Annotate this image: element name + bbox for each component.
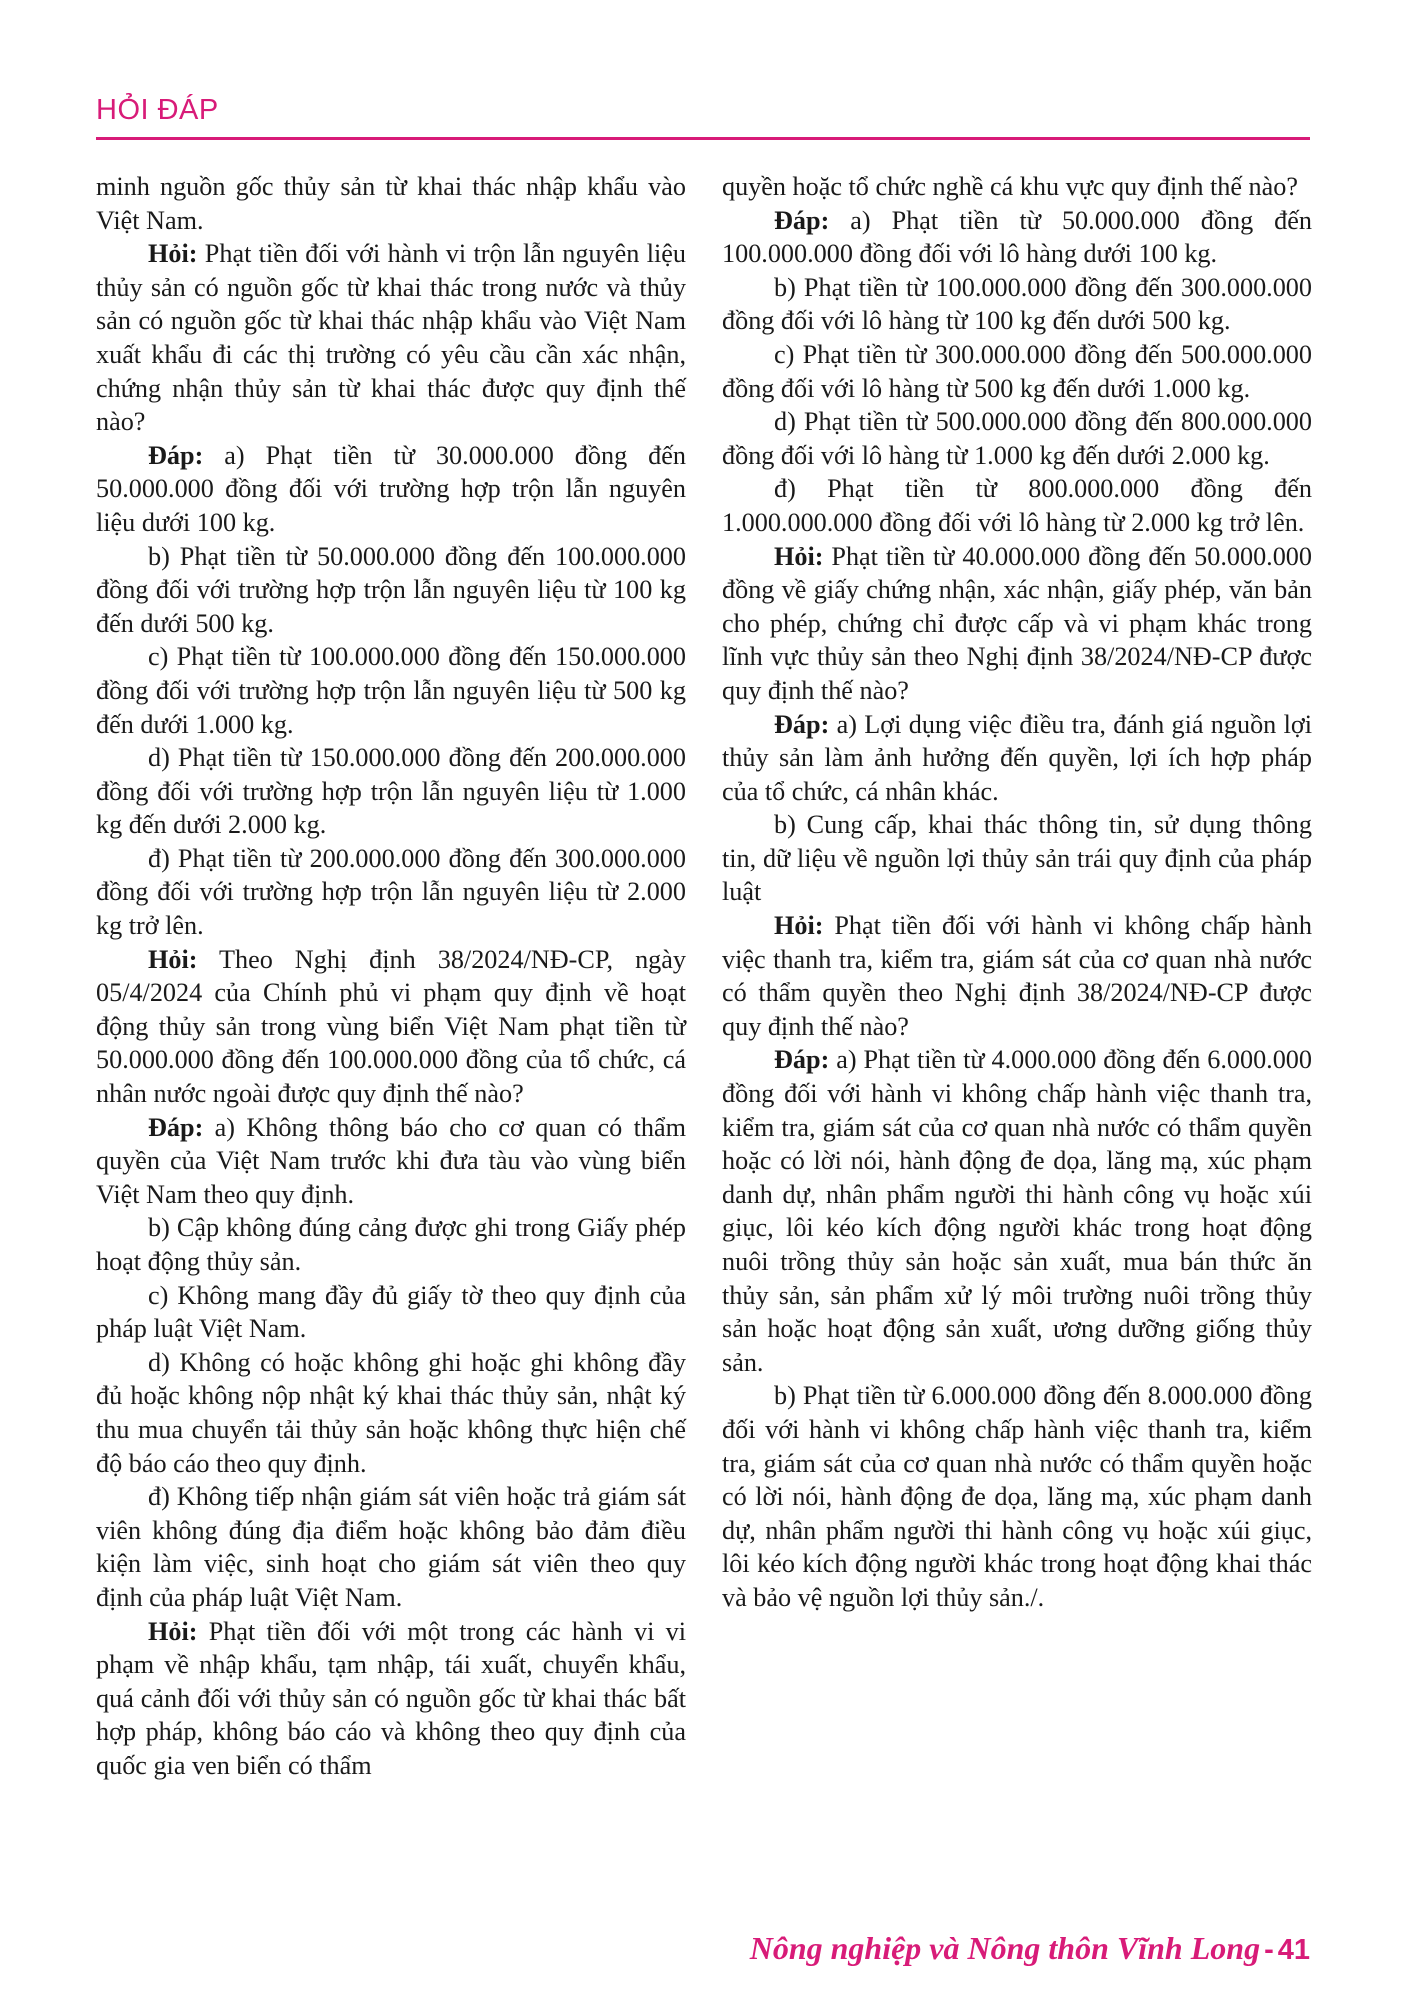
paragraph-label: Hỏi: bbox=[148, 944, 198, 974]
paragraph-text: quyền hoặc tổ chức nghề cá khu vực quy định thế nào? bbox=[722, 172, 1298, 201]
paragraph bbox=[722, 808, 1312, 909]
paragraph-text: b) Phạt tiền từ 6.000.000 đồng đến 8.000.000 đồng đối với hành vi không chấp hành việc thanh tra, kiểm tra, giám sát của cơ quan nhà nước có thẩm quyền hoặc có lời nói, hành động đe dọa, lăng mạ, xúc phạm danh dự, nhân phẩm người thi hành công vụ hoặc xúi giục, lôi kéo kích động người khác trong hoạt động khai thác và bảo vệ nguồn lợi thủy sản./. bbox=[722, 1381, 1312, 1612]
paragraph bbox=[722, 271, 1312, 338]
paragraph-text: a) Phạt tiền từ 30.000.000 đồng đến 50.000.000 đồng đối với trường hợp trộn lẫn nguyên liệu dưới 100 kg. bbox=[96, 440, 686, 537]
paragraph bbox=[96, 170, 686, 237]
paragraph bbox=[722, 708, 1312, 809]
paragraph bbox=[96, 1615, 686, 1783]
paragraph-text: đ) Không tiếp nhận giám sát viên hoặc trả giám sát viên không đúng địa điểm hoặc không bảo đảm điều kiện làm việc, sinh hoạt cho giám sát viên theo quy định của pháp luật Việt Nam. bbox=[96, 1482, 686, 1612]
paragraph-label: Hỏi: bbox=[148, 239, 198, 269]
section-title: HỎI ĐÁP bbox=[96, 94, 219, 126]
paragraph-text: đ) Phạt tiền từ 200.000.000 đồng đến 300.000.000 đồng đối với trường hợp trộn lẫn nguyên liệu từ 2.000 kg trở lên. bbox=[96, 843, 686, 941]
paragraph bbox=[722, 204, 1312, 271]
paragraph bbox=[96, 439, 686, 540]
paragraph-label: Hỏi: bbox=[774, 541, 824, 571]
paragraph bbox=[722, 909, 1312, 1043]
paragraph bbox=[96, 1480, 686, 1614]
paragraph bbox=[96, 943, 686, 1111]
page-footer bbox=[750, 1930, 1310, 1967]
paragraph-text: d) Phạt tiền từ 500.000.000 đồng đến 800.000.000 đồng đối với lô hàng từ 1.000 kg đến dưới 2.000 kg. bbox=[722, 407, 1312, 470]
paragraph-label: Đáp: bbox=[148, 1112, 204, 1142]
paragraph bbox=[96, 842, 686, 943]
paragraph-text: Phạt tiền từ 40.000.000 đồng đến 50.000.000 đồng về giấy chứng nhận, xác nhận, giấy phép, văn bản cho phép, chứng chỉ được cấp và vi phạm khác trong lĩnh vực thủy sản theo Nghị định 38/2024/NĐ-CP được quy định thế nào? bbox=[722, 541, 1312, 705]
paragraph-text: d) Không có hoặc không ghi hoặc ghi không đầy đủ hoặc không nộp nhật ký khai thác thủy sản, nhật ký thu mua chuyển tải thủy sản hoặc không thực hiện chế độ báo cáo theo quy định. bbox=[96, 1347, 686, 1478]
paragraph bbox=[96, 1111, 686, 1212]
paragraph-text: b) Cập không đúng cảng được ghi trong Giấy phép hoạt động thủy sản. bbox=[96, 1213, 686, 1276]
footer-separator: - bbox=[1264, 1934, 1274, 1966]
paragraph-text: a) Phạt tiền từ 50.000.000 đồng đến 100.000.000 đồng đối với lô hàng dưới 100 kg. bbox=[722, 205, 1312, 269]
paragraph bbox=[96, 237, 686, 439]
paragraph bbox=[96, 1211, 686, 1278]
paragraph-text: c) Phạt tiền từ 300.000.000 đồng đến 500.000.000 đồng đối với lô hàng từ 500 kg đến dưới 1.000 kg. bbox=[722, 339, 1312, 403]
paragraph bbox=[722, 1043, 1312, 1379]
paragraph-label: Đáp: bbox=[774, 205, 830, 235]
paragraph-text: Theo Nghị định 38/2024/NĐ-CP, ngày 05/4/2024 của Chính phủ vi phạm quy định về hoạt động thủy sản trong vùng biển Việt Nam phạt tiền từ 50.000.000 đồng đến 100.000.000 đồng của tổ chức, cá nhân nước ngoài được quy định thế nào? bbox=[96, 944, 686, 1109]
paragraph bbox=[96, 1279, 686, 1346]
paragraph-label: Hỏi: bbox=[774, 911, 824, 941]
page-number: 41 bbox=[1277, 1934, 1310, 1966]
paragraph-text: Phạt tiền đối với hành vi trộn lẫn nguyên liệu thủy sản có nguồn gốc từ khai thác trong nước và thủy sản có nguồn gốc từ khai thác nhập khẩu vào Việt Nam xuất khẩu đi các thị trường có yêu cầu cần xác nhận, chứng nhận thủy sản từ khai thác được quy định thế nào? bbox=[96, 239, 686, 437]
right-column bbox=[722, 170, 1312, 1615]
paragraph-text: c) Không mang đầy đủ giấy tờ theo quy định của pháp luật Việt Nam. bbox=[96, 1280, 686, 1344]
paragraph-text: Phạt tiền đối với một trong các hành vi vi phạm về nhập khẩu, tạm nhập, tái xuất, chuyển khẩu, quá cảnh đối với thủy sản có nguồn gốc từ khai thác bất hợp pháp, không báo cáo và không theo quy định của quốc gia ven biển có thẩm bbox=[96, 1616, 686, 1780]
paragraph bbox=[722, 540, 1312, 708]
paragraph-text: a) Lợi dụng việc điều tra, đánh giá nguồn lợi thủy sản làm ảnh hưởng đến quyền, lợi ích hợp pháp của tổ chức, cá nhân khác. bbox=[722, 709, 1312, 806]
paragraph-label: Đáp: bbox=[774, 1045, 830, 1075]
paragraph bbox=[722, 170, 1312, 204]
paragraph-text: c) Phạt tiền từ 100.000.000 đồng đến 150.000.000 đồng đối với trường hợp trộn lẫn nguyên liệu từ 500 kg đến dưới 1.000 kg. bbox=[96, 642, 686, 739]
header-divider bbox=[96, 137, 1310, 140]
paragraph-text: Phạt tiền đối với hành vi không chấp hành việc thanh tra, kiểm tra, giám sát của cơ quan nhà nước có thẩm quyền theo Nghị định 38/2024/NĐ-CP được quy định thế nào? bbox=[722, 911, 1312, 1041]
paragraph-text: b) Phạt tiền từ 100.000.000 đồng đến 300.000.000 đồng đối với lô hàng từ 100 kg đến dưới 500 kg. bbox=[722, 272, 1312, 336]
paragraph bbox=[722, 405, 1312, 472]
paragraph bbox=[96, 640, 686, 741]
paragraph-label: Hỏi: bbox=[148, 1616, 198, 1646]
paragraph-text: đ) Phạt tiền từ 800.000.000 đồng đến 1.000.000.000 đồng đối với lô hàng từ 2.000 kg trở lên. bbox=[722, 474, 1312, 537]
paragraph-label: Đáp: bbox=[774, 709, 830, 739]
magazine-name: Nông nghiệp và Nông thôn Vĩnh Long bbox=[749, 1930, 1261, 1966]
paragraph bbox=[722, 472, 1312, 539]
left-column bbox=[96, 170, 686, 1783]
paragraph-text: d) Phạt tiền từ 150.000.000 đồng đến 200.000.000 đồng đối với trường hợp trộn lẫn nguyên liệu từ 1.000 kg đến dưới 2.000 kg. bbox=[96, 743, 686, 840]
paragraph-text: minh nguồn gốc thủy sản từ khai thác nhập khẩu vào Việt Nam. bbox=[96, 172, 686, 235]
paragraph bbox=[722, 338, 1312, 405]
paragraph bbox=[96, 540, 686, 641]
paragraph bbox=[96, 1346, 686, 1480]
paragraph-text: b) Cung cấp, khai thác thông tin, sử dụng thông tin, dữ liệu về nguồn lợi thủy sản trái quy định của pháp luật bbox=[722, 810, 1312, 907]
paragraph bbox=[96, 741, 686, 842]
paragraph bbox=[722, 1379, 1312, 1614]
paragraph-text: a) Không thông báo cho cơ quan có thẩm quyền của Việt Nam trước khi đưa tàu vào vùng biển Việt Nam theo quy định. bbox=[96, 1112, 686, 1209]
paragraph-text: b) Phạt tiền từ 50.000.000 đồng đến 100.000.000 đồng đối với trường hợp trộn lẫn nguyên liệu từ 100 kg đến dưới 500 kg. bbox=[96, 541, 686, 638]
paragraph-label: Đáp: bbox=[148, 440, 204, 470]
paragraph-text: a) Phạt tiền từ 4.000.000 đồng đến 6.000.000 đồng đối với hành vi không chấp hành việc thanh tra, kiểm tra, giám sát của cơ quan nhà nước có thẩm quyền hoặc có lời nói, hành động đe dọa, lăng mạ, xúc phạm danh dự, nhân phẩm người thi hành công vụ hoặc xúi giục, lôi kéo kích động người khác trong hoạt động nuôi trồng thủy sản hoặc sản xuất, mua bán thức ăn thủy sản, sản phẩm xử lý môi trường nuôi trồng thủy sản hoặc hoạt động sản xuất, ương dưỡng giống thủy sản. bbox=[722, 1045, 1312, 1377]
